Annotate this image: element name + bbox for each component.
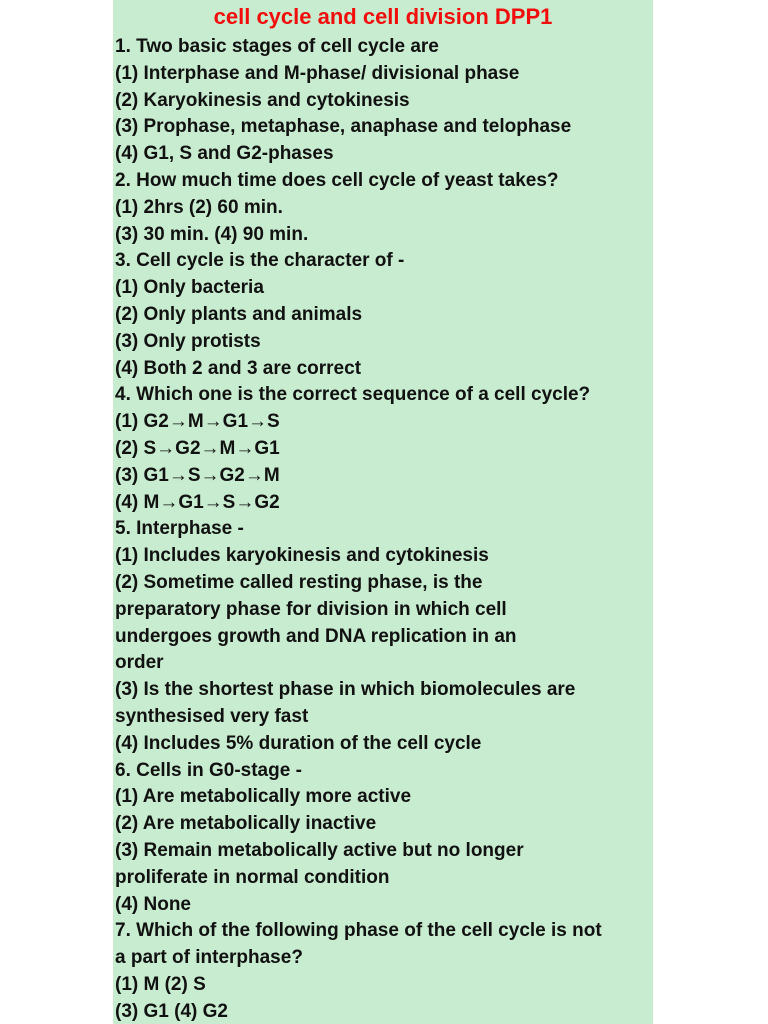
- text-line: synthesised very fast: [115, 705, 309, 727]
- text-line: (1) G2→M→G1→S: [115, 411, 280, 433]
- text-line: (2) Are metabolically inactive: [115, 813, 377, 835]
- text-line: a part of interphase?: [115, 947, 303, 969]
- text-line: (3) G1 (4) G2: [115, 1000, 228, 1022]
- text-line: (3) G1→S→G2→M: [115, 464, 280, 486]
- text-line: 4. Which one is the correct sequence of a cell cycle?: [115, 384, 591, 406]
- text-line: (1) 2hrs (2) 60 min.: [115, 196, 283, 218]
- text-line: 3. Cell cycle is the character of -: [115, 250, 405, 272]
- text-line: 2. How much time does cell cycle of yeast takes?: [115, 169, 559, 191]
- text-line: (1) Includes karyokinesis and cytokinesis: [115, 545, 489, 567]
- text-line: undergoes growth and DNA replication in an: [115, 625, 517, 647]
- text-line: 7. Which of the following phase of the cell cycle is not: [115, 920, 602, 942]
- document-page: [113, 0, 653, 1024]
- text-line: (2) S→G2→M→G1: [115, 437, 280, 459]
- text-line: (1) Are metabolically more active: [115, 786, 412, 808]
- text-line: 1. Two basic stages of cell cycle are: [115, 36, 439, 57]
- text-line: (1) M (2) S: [115, 973, 206, 995]
- text-line: (1) Only bacteria: [115, 277, 264, 299]
- text-line: (2) Only plants and animals: [115, 303, 363, 325]
- text-line: (4) M→G1→S→G2: [115, 491, 280, 513]
- text-line: (2) Karyokinesis and cytokinesis: [115, 89, 410, 111]
- text-line: preparatory phase for division in which cell: [115, 598, 507, 620]
- text-line: (4) None: [115, 893, 191, 915]
- question-list: [113, 34, 653, 1024]
- text-line: (4) Both 2 and 3 are correct: [115, 357, 362, 379]
- text-line: (2) Sometime called resting phase, is the: [115, 571, 483, 593]
- text-line: (3) Prophase, metaphase, anaphase and telophase: [115, 116, 572, 138]
- text-line: (1) Interphase and M-phase/ divisional phase: [115, 62, 520, 84]
- text-line: 5. Interphase -: [115, 518, 244, 540]
- text-line: (4) Includes 5% duration of the cell cycle: [115, 732, 482, 754]
- text-line: order: [115, 652, 164, 674]
- text-line: (3) Only protists: [115, 330, 261, 352]
- document-title: cell cycle and cell division DPP1: [213, 4, 553, 29]
- text-line: proliferate in normal condition: [115, 866, 390, 888]
- text-line: (3) Remain metabolically active but no longer: [115, 839, 524, 861]
- text-line: (3) 30 min. (4) 90 min.: [115, 223, 309, 245]
- text-line: 6. Cells in G0-stage -: [115, 759, 302, 781]
- text-line: (3) Is the shortest phase in which biomolecules are: [115, 679, 576, 701]
- text-line: (4) G1, S and G2-phases: [115, 143, 334, 165]
